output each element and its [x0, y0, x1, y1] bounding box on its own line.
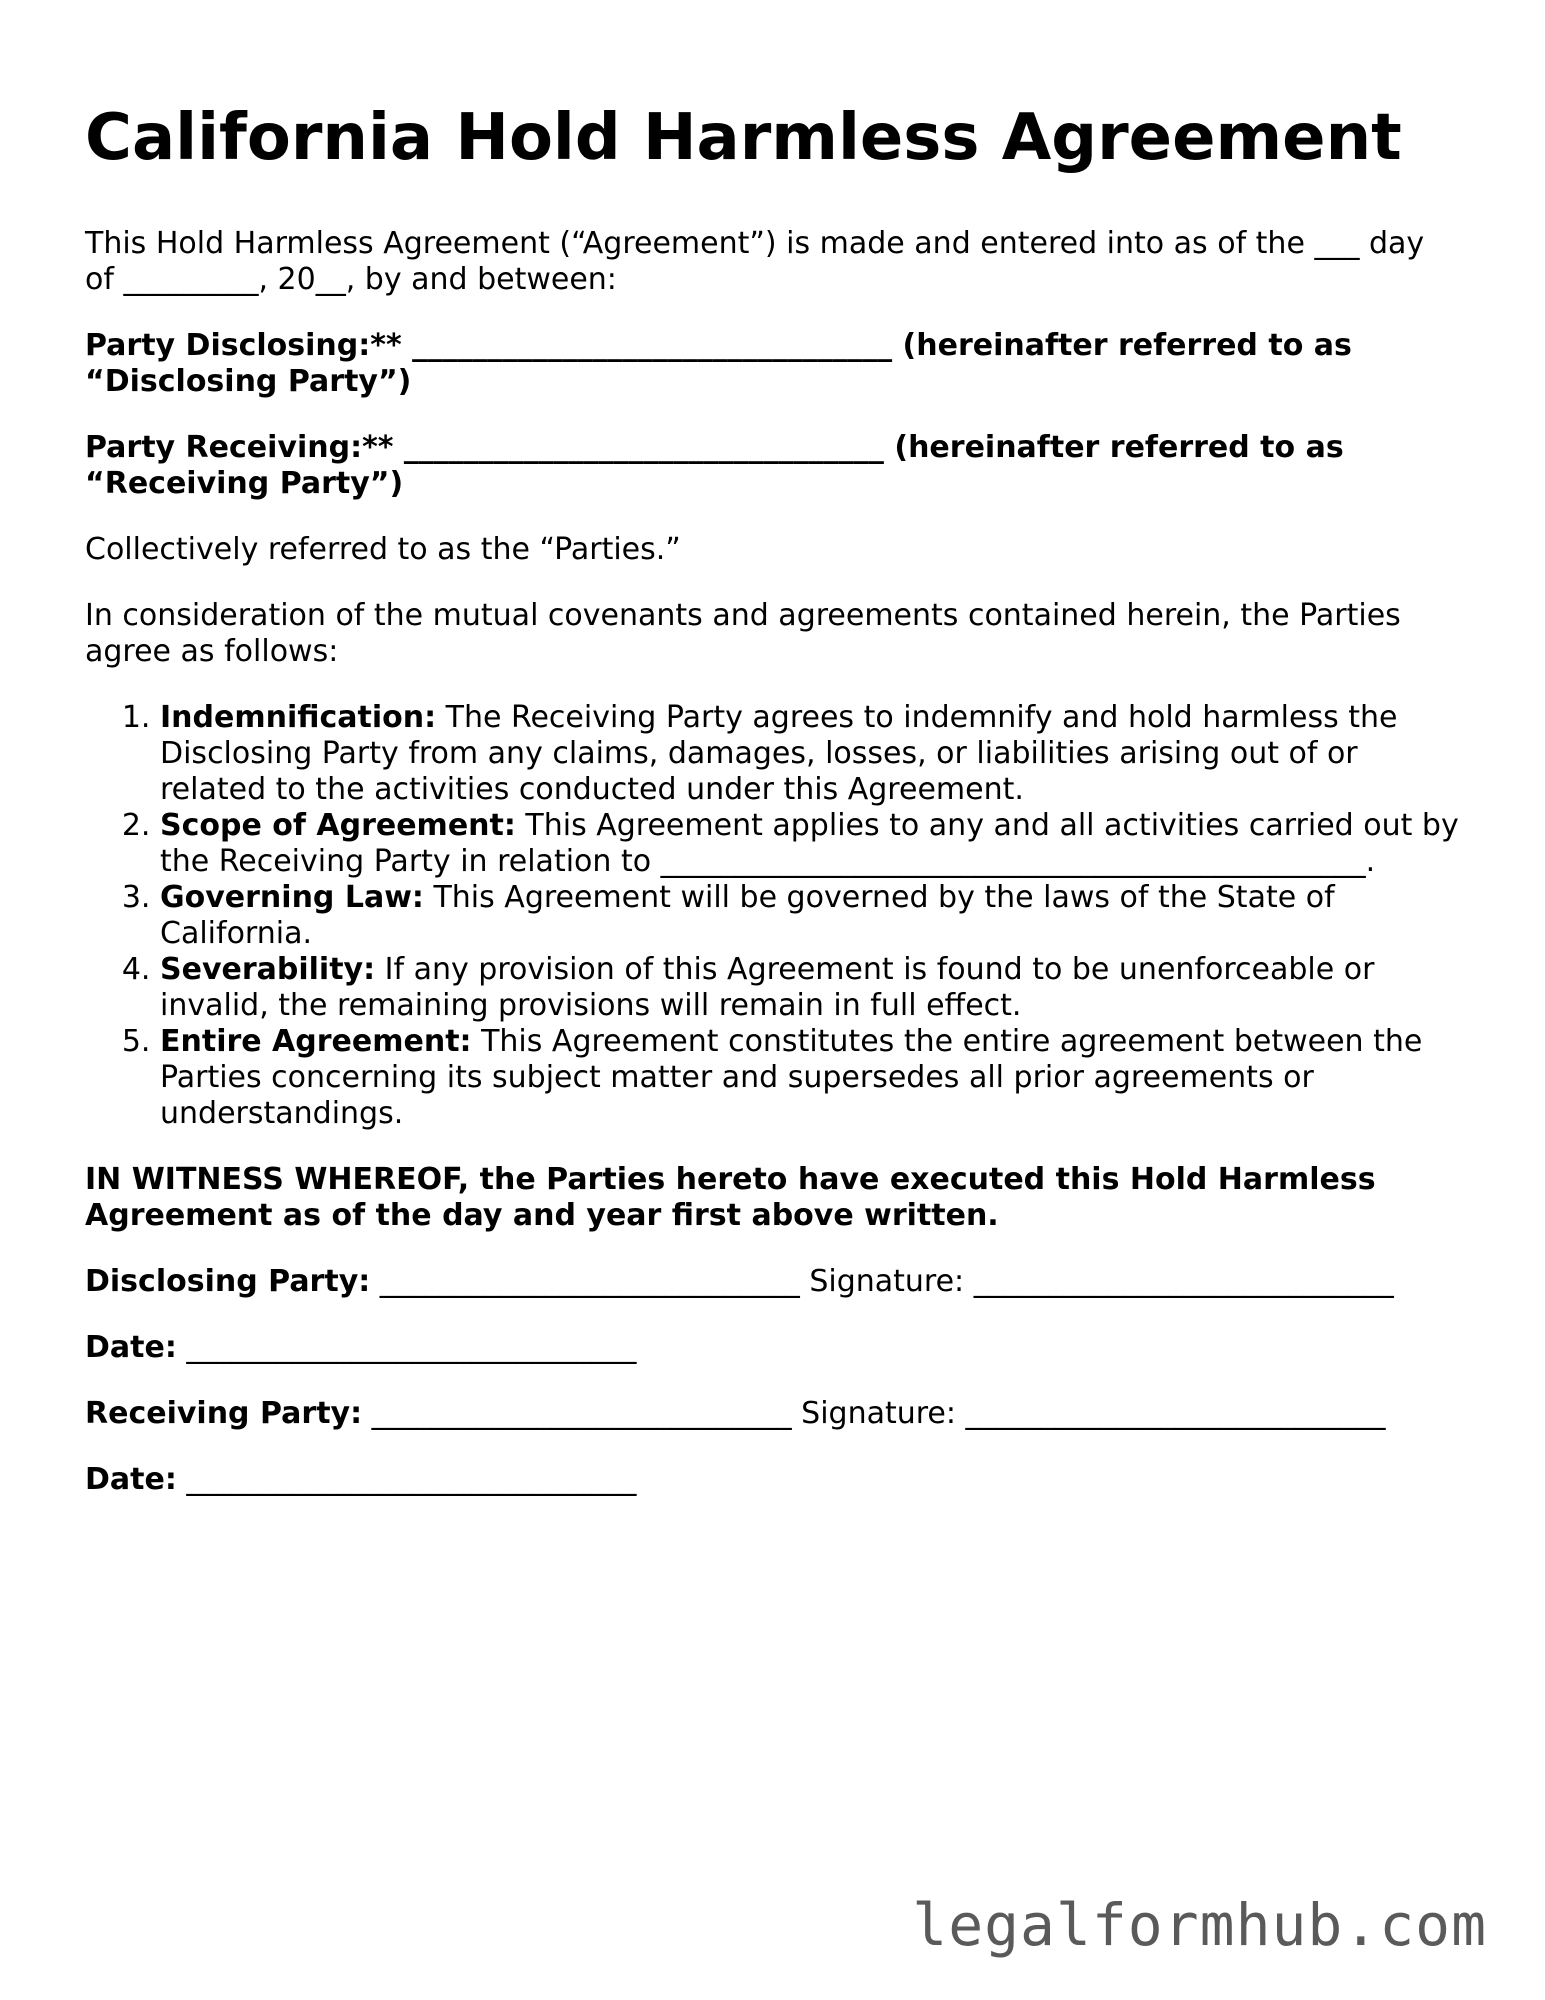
clause-text: This Agreement will be governed by the laws of the State of California.: [160, 880, 1335, 951]
witness-statement: IN WITNESS WHEREOF, the Parties hereto have executed this Hold Harmless Agreement as of the day and year first above written.: [85, 1162, 1376, 1233]
clause-text: If any provision of this Agreement is found to be unenforceable or invalid, the remaining provisions will remain in full effect.: [160, 952, 1375, 1023]
date-blank: ______________________________: [176, 1330, 637, 1365]
collectively-paragraph: Collectively referred to as the “Parties.”: [85, 532, 681, 567]
disclosing-signature-blanks: ____________________________ Signature: ____________________________: [370, 1264, 1394, 1299]
date-label: Date:: [85, 1330, 177, 1365]
document-title: California Hold Harmless Agreement: [85, 101, 1402, 175]
document-page: [85, 100, 1460, 1528]
clause-item: [160, 808, 1460, 880]
clause-list: [85, 700, 1460, 1132]
receiving-date-line: [85, 1462, 1460, 1498]
clause-item: [160, 700, 1460, 808]
clause-text: This Agreement constitutes the entire agreement between the Parties concerning its subject matter and supersedes all prior agreements or understandings.: [160, 1024, 1423, 1131]
clause-item: [160, 880, 1460, 952]
party-disclosing-label: Party Disclosing:**: [85, 328, 402, 363]
party-receiving-suffix: (hereinafter referred to as “Receiving Party”): [85, 430, 1344, 501]
disclosing-date-line: [85, 1330, 1460, 1366]
receiving-signature-line: [85, 1396, 1460, 1432]
consideration-paragraph: In consideration of the mutual covenants and agreements contained herein, the Parties agree as follows:: [85, 598, 1401, 669]
date-label: Date:: [85, 1462, 177, 1497]
clause-text: This Agreement applies to any and all activities carried out by the Receiving Party in relation to _______________________________________________.: [160, 808, 1459, 879]
clause-title: Entire Agreement:: [160, 1024, 472, 1059]
clause-item: [160, 1024, 1460, 1132]
party-disclosing-blank: ________________________________: [401, 328, 903, 363]
clause-title: Indemnification:: [160, 700, 437, 735]
clause-title: Scope of Agreement:: [160, 808, 516, 843]
clause-title: Governing Law:: [160, 880, 424, 915]
disclosing-party-label: Disclosing Party:: [85, 1264, 371, 1299]
clause-title: Severability:: [160, 952, 376, 987]
receiving-signature-blanks: ____________________________ Signature: ____________________________: [362, 1396, 1386, 1431]
party-receiving-label: Party Receiving:**: [85, 430, 394, 465]
party-disclosing-suffix: (hereinafter referred to as “Disclosing Party”): [85, 328, 1352, 399]
clause-item: [160, 952, 1460, 1024]
disclosing-signature-line: [85, 1264, 1460, 1300]
party-receiving-blank: ________________________________: [393, 430, 895, 465]
watermark-logo: legalformhub.com: [912, 1891, 1487, 1959]
party-disclosing-line: [85, 328, 1460, 400]
clause-text: The Receiving Party agrees to indemnify and hold harmless the Disclosing Party from any claims, damages, losses, or liabilities arising out of or related to the activities conducted under this Agreement.: [160, 700, 1398, 807]
party-receiving-line: [85, 430, 1460, 502]
receiving-party-label: Receiving Party:: [85, 1396, 363, 1431]
date-blank: ______________________________: [176, 1462, 637, 1497]
intro-paragraph: This Hold Harmless Agreement (“Agreement”) is made and entered into as of the ___ day of _________, 20__, by and between:: [85, 226, 1425, 297]
